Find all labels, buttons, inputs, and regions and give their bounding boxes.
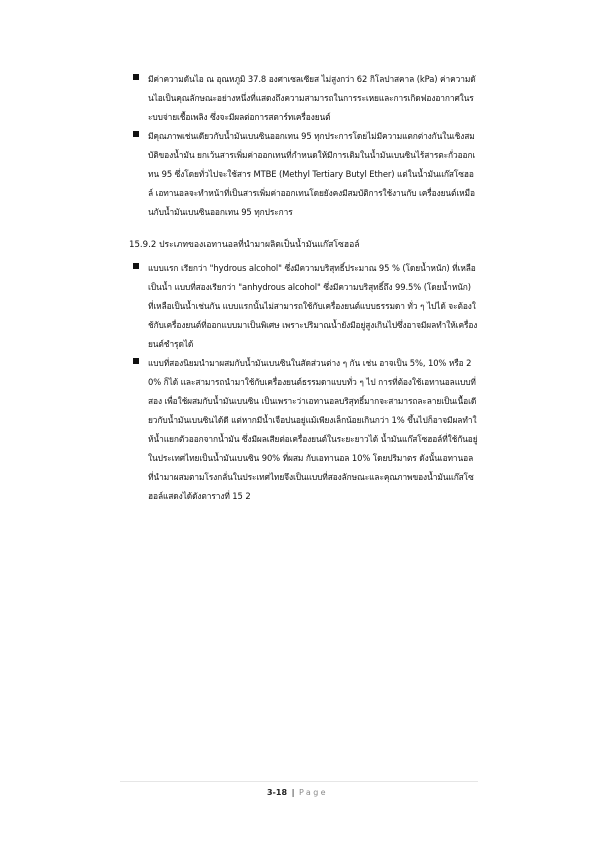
page-word: Page [299,788,328,797]
square-bullet-icon [133,131,139,137]
square-bullet-icon [133,263,139,269]
bullet-text: มีคุณภาพเช่นเดียวกับน้ำมันเบนซินออกเทน 95 ทุกประการโดยไม่มีความแตกต่างกันในเชิงสมบัติของน้ำมัน ยกเว้นสารเพิ่มค่าออกเทนที่กำหนดให้มีการเติมในน้ำมันเบนซินไร้สารตะกั่วออกเทน 95 ซึ่งโดยทั่วไปจะใช้สาร MTBE (Methyl Tertiary Butyl Ether) แต่ในน้ำมันแก๊สโซฮอล์ เอทานอลจะทำหน้าที่เป็นสารเพิ่มค่าออกเทนโดยยังคงมีสมบัติการใช้งานกับ เครื่องยนต์เหมือนกับน้ำมันเบนซินออกเทน 95 ทุกประการ [148,131,476,217]
footer-divider [120,781,478,782]
section-heading: 15.9.2 ประเภทของเอทานอลที่นำมาผลิตเป็นน้ำมันแก๊สโซฮอล์ [129,240,360,250]
page-footer [0,787,595,799]
footer-separator: | [291,788,295,797]
bullet-text: มีค่าความดันไอ ณ อุณหภูมิ 37.8 องศาเซลเซียส ไม่สูงกว่า 62 กิโลปาสคาล (kPa) ค่าความดันไอเป็นคุณลักษณะอย่างหนึ่งที่แสดงถึงความสามารถในการระเหยและการเกิดฟองอากาศในระบบจ่ายเชื้อเพลิง ซึ่งจะมีผลต่อการสตาร์ทเครื่องยนต์ [148,74,476,122]
page-number: 3-18 [266,788,288,797]
list-item [133,127,478,222]
list-item [133,259,478,354]
list-item [133,354,478,506]
square-bullet-icon [133,74,139,80]
bullet-text: แบบแรก เรียกว่า "hydrous alcohol" ซึ่งมีความบริสุทธิ์ประมาณ 95 % (โดยน้ำหนัก) ที่เหลือเป็นน้ำ แบบที่สองเรียกว่า "anhydrous alcohol" ซึ่งมีความบริสุทธิ์ถึง 99.5% (โดยน้ำหนัก) ที่เหลือเป็นน้ำเช่นกัน แบบแรกนั้นไม่สามารถใช้กับเครื่องยนต์แบบธรรมดา ทั่ว ๆ ไปได้ จะต้องใช้กับเครื่องยนต์ที่ออกแบบมาเป็นพิเศษ เพราะปริมาณน้ำยังมีอยู่สูงเกินไปซึ่งอาจมีผลทำให้เครื่องยนต์ชำรุดได้ [148,263,478,349]
square-bullet-icon [133,358,139,364]
list-item [133,70,478,127]
bullet-text: แบบที่สองนิยมนำมาผสมกับน้ำมันเบนซินในสัดส่วนต่าง ๆ กัน เช่น อาจเป็น 5%, 10% หรือ 20% ก็ได้ และสามารถนำมาใช้กับเครื่องยนต์ธรรมดาแบบทั่ว ๆ ไป การที่ต้องใช้เอทานอลแบบที่สอง เพื่อใช้ผสมกับน้ำมันเบนซิน เป็นเพราะว่าเอทานอลบริสุทธิ์มากจะสามารถละลายเป็นเนื้อเดียวกับน้ำมันเบนซินได้ดี แต่หากมีน้ำเจือปนอยู่แม้เพียงเล็กน้อยเกินกว่า 1% ขึ้นไปก็อาจมีผลทำให้น้ำแยกตัวออกจากน้ำมัน ซึ่งมีผลเสียต่อเครื่องยนต์ในระยะยาวได้ น้ำมันแก๊สโซฮอล์ที่ใช้กันอยู่ในประเทศไทยเป็นน้ำมันเบนซิน 90% ที่ผสม กับเอทานอล 10% โดยปริมาตร ดังนั้นเอทานอลที่นำมาผสมตามโรงกลั่นในประเทศไทยจึงเป็นแบบที่สองลักษณะและคุณภาพของน้ำมันแก๊สโซฮอล์แสดงได้ดังตารางที่ 15 2 [148,358,478,501]
